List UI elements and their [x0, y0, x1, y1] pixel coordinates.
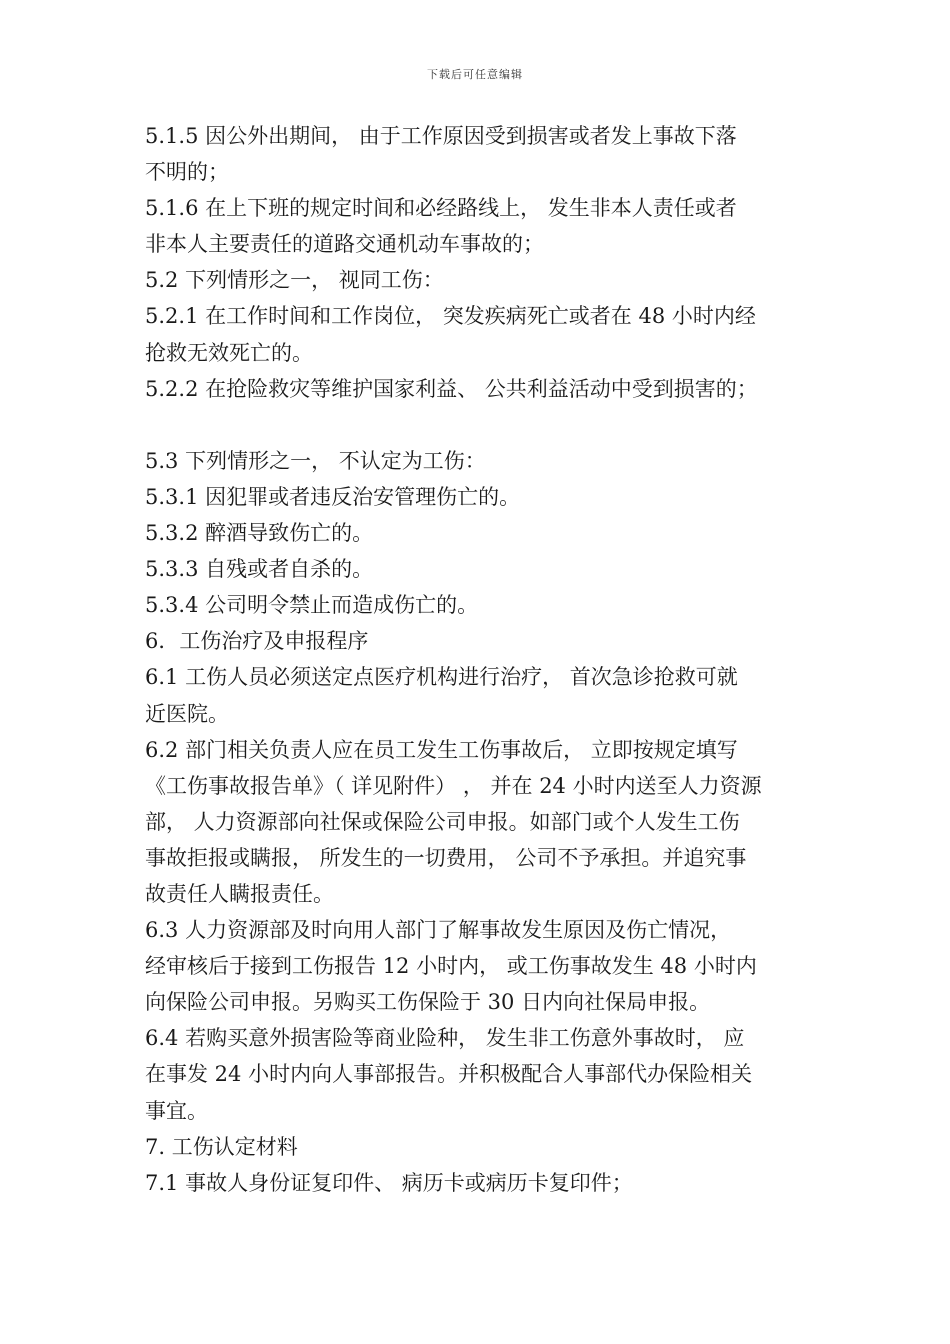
- page-header: 下载后可任意编辑: [427, 68, 523, 81]
- text-line: 5.1.6 在上下班的规定时间和必经路线上， 发生非本人责任或者: [145, 196, 737, 221]
- text-line: 7.1 事故人身份证复印件、 病历卡或病历卡复印件；: [145, 1170, 633, 1195]
- text-line: 抢救无效死亡的。: [145, 340, 313, 365]
- text-line: 5.3.3 自残或者自杀的。: [145, 557, 374, 582]
- text-line: 故责任人瞒报责任。: [145, 881, 334, 906]
- document-body: [145, 118, 815, 1201]
- text-line: 部， 人力资源部向社保或保险公司申报。如部门或个人发生工伤: [145, 809, 740, 834]
- text-line: 不明的；: [145, 160, 229, 185]
- text-line: 在事发 24 小时内向人事部报告。并积极配合人事部代办保险相关: [145, 1062, 753, 1087]
- text-line: 6.4 若购买意外损害险等商业险种， 发生非工伤意外事故时， 应: [145, 1026, 745, 1051]
- text-line: 近医院。: [145, 701, 229, 726]
- text-line: 6.1 工伤人员必须送定点医疗机构进行治疗， 首次急诊抢救可就: [145, 665, 738, 690]
- text-line: 5.3.2 醉酒导致伤亡的。: [145, 521, 374, 546]
- text-line: 5.2.1 在工作时间和工作岗位， 突发疾病死亡或者在 48 小时内经: [145, 304, 756, 329]
- text-line: 5.3.1 因犯罪或者违反治安管理伤亡的。: [145, 484, 521, 509]
- text-line: 5.3.4 公司明令禁止而造成伤亡的。: [145, 593, 479, 618]
- text-line: 向保险公司申报。另购买工伤保险于 30 日内向社保局申报。: [145, 990, 711, 1015]
- text-line: 事宜。: [145, 1098, 208, 1123]
- text-line: 6.2 部门相关负责人应在员工发生工伤事故后， 立即按规定填写: [145, 737, 738, 762]
- text-line: 《工伤事故报告单》（ 详见附件） ， 并在 24 小时内送至人力资源: [145, 773, 762, 798]
- blank-line: [145, 407, 815, 443]
- text-line: 5.3 下列情形之一， 不认定为工伤：: [145, 448, 486, 473]
- text-line: 非本人主要责任的道路交通机动车事故的；: [145, 232, 544, 257]
- text-line: 5.1.5 因公外出期间， 由于工作原因受到损害或者发上事故下落: [145, 124, 737, 148]
- text-line: 6.3 人力资源部及时向用人部门了解事故发生原因及伤亡情况，: [145, 918, 732, 943]
- text-line: 5.2 下列情形之一， 视同工伤：: [145, 268, 444, 293]
- section-heading: 6．工伤治疗及申报程序: [145, 629, 369, 654]
- text-line: 5.2.2 在抢险救灾等维护国家利益、 公共利益活动中受到损害的；: [145, 376, 758, 401]
- section-heading: 7. 工伤认定材料: [145, 1134, 298, 1159]
- text-line: 事故拒报或瞒报， 所发生的一切费用， 公司不予承担。并追究事: [145, 845, 747, 870]
- text-line: 经审核后于接到工伤报告 12 小时内， 或工伤事故发生 48 小时内: [145, 954, 757, 979]
